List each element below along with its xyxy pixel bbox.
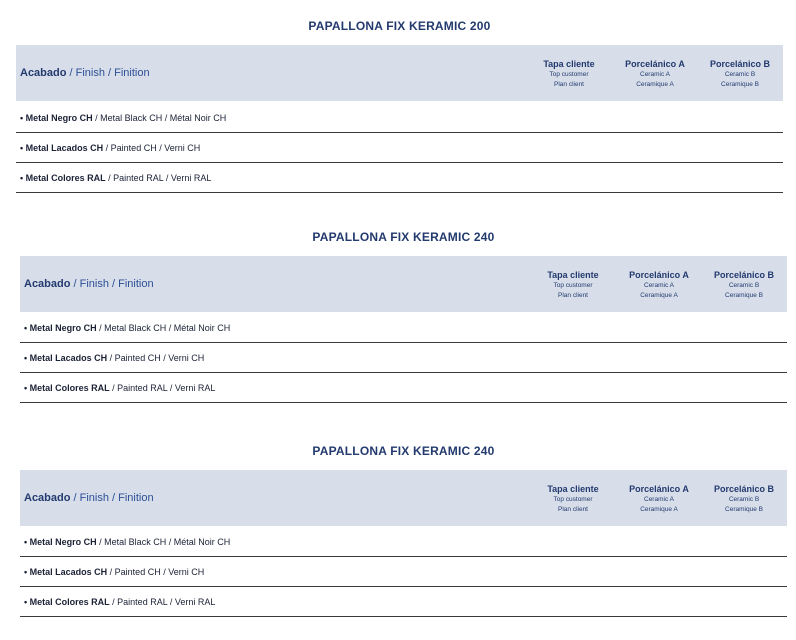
section-title: PAPALLONA FIX KERAMIC 200 [308, 19, 491, 33]
column-header-ceramic-a: Porcelánico A Ceramic A Ceramique A [625, 59, 685, 88]
table-section-keramic-200 [16, 0, 783, 200]
table-header [20, 256, 787, 312]
table-row: • Metal Negro CH / Metal Black CH / Métal Noir CH [16, 102, 783, 133]
column-header-ceramic-a: Porcelánico A Ceramic A Ceramique A [629, 270, 689, 299]
column-header-top-customer: Tapa cliente Top customer Plan client [547, 484, 599, 513]
table-row: • Metal Lacados CH / Painted CH / Verni CH [20, 556, 787, 587]
table-row: • Metal Negro CH / Metal Black CH / Métal Noir CH [20, 526, 787, 557]
table-section-keramic-240-b [20, 424, 787, 624]
column-header-ceramic-b: Porcelánico B Ceramic B Ceramique B [709, 59, 771, 88]
table-row: • Metal Colores RAL / Painted RAL / Verni RAL [20, 586, 787, 617]
column-header-ceramic-b: Porcelánico B Ceramic B Ceramique B [713, 484, 775, 513]
table-row: • Metal Colores RAL / Painted RAL / Verni RAL [16, 162, 783, 193]
table-row: • Metal Colores RAL / Painted RAL / Verni RAL [20, 372, 787, 403]
table-row: • Metal Lacados CH / Painted CH / Verni CH [20, 342, 787, 373]
column-header-top-customer: Tapa cliente Top customer Plan client [543, 59, 595, 88]
finish-column-header: Acabado / Finish / Finition [24, 278, 154, 290]
table-row: • Metal Negro CH / Metal Black CH / Métal Noir CH [20, 312, 787, 343]
column-header-ceramic-b: Porcelánico B Ceramic B Ceramique B [713, 270, 775, 299]
finish-column-header: Acabado / Finish / Finition [24, 492, 154, 504]
table-header [16, 45, 783, 101]
table-row: • Metal Lacados CH / Painted CH / Verni CH [16, 132, 783, 163]
table-section-keramic-240 [20, 210, 787, 410]
section-title: PAPALLONA FIX KERAMIC 240 [312, 444, 495, 458]
section-title: PAPALLONA FIX KERAMIC 240 [312, 230, 495, 244]
column-header-top-customer: Tapa cliente Top customer Plan client [547, 270, 599, 299]
finish-column-header: Acabado / Finish / Finition [20, 67, 150, 79]
column-header-ceramic-a: Porcelánico A Ceramic A Ceramique A [629, 484, 689, 513]
table-header [20, 470, 787, 526]
